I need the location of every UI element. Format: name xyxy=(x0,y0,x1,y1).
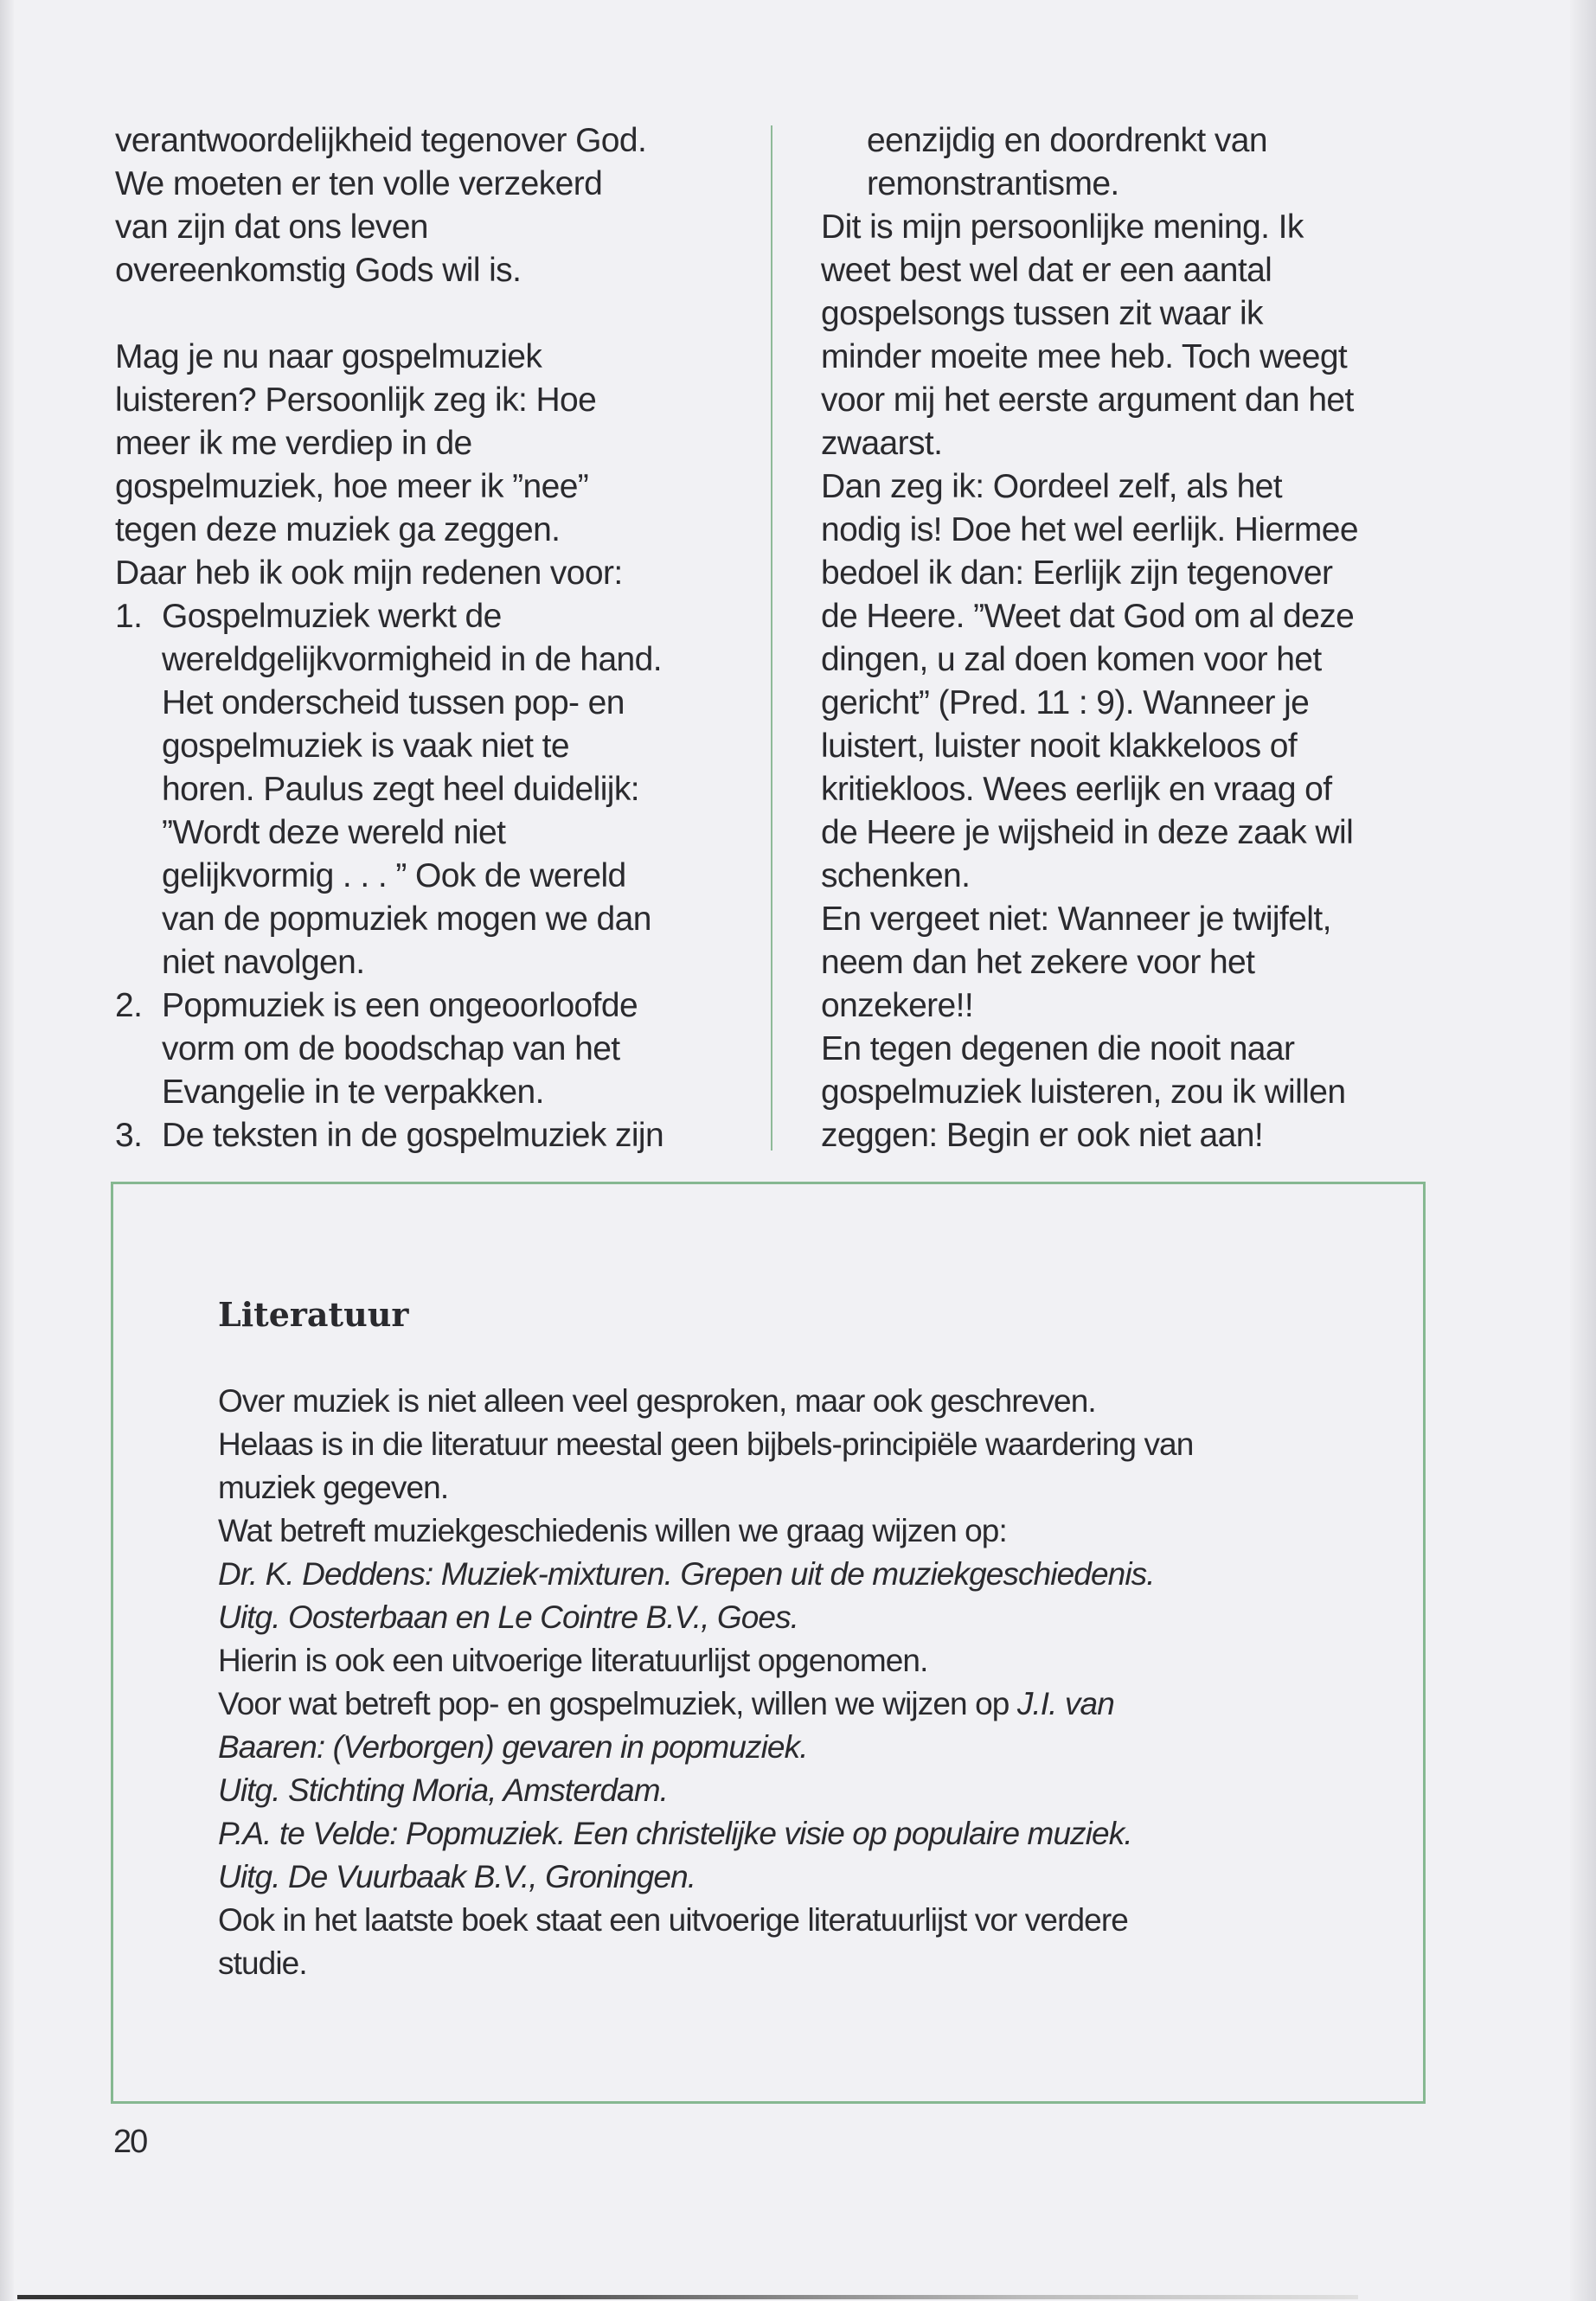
text-line xyxy=(821,422,1426,465)
text-line xyxy=(821,292,1426,336)
right-text-column xyxy=(821,119,1426,1157)
line-text: luistert, luister nooit klakkeloos of xyxy=(821,727,1298,765)
line-text: Voor wat betreft pop- en gospelmuziek, willen we wijzen op xyxy=(218,1686,1017,1721)
line-text: eenzijdig en doordrenkt van xyxy=(867,122,1267,159)
text-line xyxy=(821,941,1426,984)
citation-text: P.A. te Velde: Popmuziek. Een christelijke visie op populaire muziek. xyxy=(218,1816,1132,1851)
line-text: schenken. xyxy=(821,857,971,894)
literature-line xyxy=(218,1812,1193,1856)
text-line xyxy=(115,1114,738,1157)
text-line xyxy=(821,1071,1426,1114)
literature-line xyxy=(218,1899,1193,1942)
text-line xyxy=(821,725,1426,768)
line-text: meer ik me verdiep in de xyxy=(115,425,472,462)
text-line xyxy=(115,638,738,682)
line-text: van zijn dat ons leven xyxy=(115,208,428,246)
text-line xyxy=(821,336,1426,379)
line-text: gospelmuziek luisteren, zou ik willen xyxy=(821,1074,1346,1111)
text-line xyxy=(115,163,738,206)
line-text: Hierin is ook een uitvoerige literatuurlijst opgenomen. xyxy=(218,1643,928,1678)
text-line xyxy=(115,725,738,768)
line-text: bedoel ik dan: Eerlijk zijn tegenover xyxy=(821,554,1333,592)
literature-line xyxy=(218,1726,1193,1769)
literature-line xyxy=(218,1856,1193,1899)
citation-text: Baaren: (Verborgen) gevaren in popmuziek. xyxy=(218,1729,808,1765)
literature-line xyxy=(218,1466,1193,1509)
left-text-column xyxy=(115,119,738,1157)
literature-line xyxy=(218,1682,1193,1726)
line-text: Wat betreft muziekgeschiedenis willen we graag wijzen op: xyxy=(218,1513,1007,1548)
line-text: gospelsongs tussen zit waar ik xyxy=(821,295,1263,332)
text-line xyxy=(115,1071,738,1114)
text-line xyxy=(115,984,738,1028)
line-text: Daar heb ik ook mijn redenen voor: xyxy=(115,554,623,592)
line-text: zeggen: Begin er ook niet aan! xyxy=(821,1117,1264,1154)
line-text: nodig is! Doe het wel eerlijk. Hiermee xyxy=(821,511,1358,548)
line-text: luisteren? Persoonlijk zeg ik: Hoe xyxy=(115,381,597,419)
text-line xyxy=(115,682,738,725)
scan-bottom-edge xyxy=(17,2295,1358,2299)
citation-text: Uitg. Stichting Moria, Amsterdam. xyxy=(218,1772,668,1808)
text-line xyxy=(115,941,738,984)
text-line xyxy=(821,768,1426,811)
line-text: zwaarst. xyxy=(821,425,943,462)
line-text: van de popmuziek mogen we dan xyxy=(162,901,651,938)
line-text: De teksten in de gospelmuziek zijn xyxy=(162,1117,664,1154)
line-text: Ook in het laatste boek staat een uitvoerige literatuurlijst vor verdere xyxy=(218,1902,1128,1938)
text-line xyxy=(821,811,1426,855)
text-line xyxy=(821,379,1426,422)
literature-title: Literatuur xyxy=(218,1295,409,1334)
text-line xyxy=(115,249,738,292)
line-text: vorm om de boodschap van het xyxy=(162,1030,620,1067)
line-text: studie. xyxy=(218,1945,307,1981)
text-line xyxy=(115,292,738,336)
line-text: wereldgelijkvormigheid in de hand. xyxy=(162,641,662,678)
line-text: onzekere!! xyxy=(821,987,974,1024)
literature-line xyxy=(218,1639,1193,1682)
line-text: minder moeite mee heb. Toch weegt xyxy=(821,338,1348,375)
literature-line xyxy=(218,1553,1193,1596)
text-line xyxy=(115,1028,738,1071)
text-line xyxy=(115,119,738,163)
line-text: kritiekloos. Wees eerlijk en vraag of xyxy=(821,771,1332,808)
literature-line xyxy=(218,1509,1193,1553)
line-text: Popmuziek is een ongeoorloofde xyxy=(162,987,638,1024)
literature-line xyxy=(218,1596,1193,1639)
text-line xyxy=(115,552,738,595)
line-text: de Heere je wijsheid in deze zaak wil xyxy=(821,814,1354,851)
line-text: Gospelmuziek werkt de xyxy=(162,598,502,635)
line-text: muziek gegeven. xyxy=(218,1470,449,1505)
literature-line xyxy=(218,1942,1193,1985)
text-line xyxy=(821,163,1426,206)
text-line xyxy=(821,119,1426,163)
line-text: tegen deze muziek ga zeggen. xyxy=(115,511,561,548)
line-text: voor mij het eerste argument dan het xyxy=(821,381,1354,419)
line-text: neem dan het zekere voor het xyxy=(821,944,1255,981)
list-number: 3. xyxy=(115,1117,143,1154)
literature-line xyxy=(218,1769,1193,1812)
text-line xyxy=(115,509,738,552)
scan-edge-left xyxy=(0,0,14,2301)
line-text: gospelmuziek is vaak niet te xyxy=(162,727,569,765)
literature-line xyxy=(218,1380,1193,1423)
text-line xyxy=(115,206,738,249)
text-line xyxy=(115,855,738,898)
text-line xyxy=(821,509,1426,552)
line-text: Het onderscheid tussen pop- en xyxy=(162,684,625,721)
text-line xyxy=(821,638,1426,682)
line-text: gericht” (Pred. 11 : 9). Wanneer je xyxy=(821,684,1310,721)
line-text: gospelmuziek, hoe meer ik ”nee” xyxy=(115,468,589,505)
line-text: Helaas is in die literatuur meestal geen bijbels-principiële waardering van xyxy=(218,1426,1194,1462)
text-line xyxy=(821,1114,1426,1157)
citation-text: Uitg. Oosterbaan en Le Cointre B.V., Goes. xyxy=(218,1599,799,1635)
text-line xyxy=(115,768,738,811)
text-line xyxy=(115,898,738,941)
text-line xyxy=(115,336,738,379)
line-text: weet best wel dat er een aantal xyxy=(821,252,1272,289)
line-text: gelijkvormig . . . ” Ook de wereld xyxy=(162,857,626,894)
column-divider xyxy=(771,125,772,1150)
line-text: overeenkomstig Gods wil is. xyxy=(115,252,522,289)
line-text: Mag je nu naar gospelmuziek xyxy=(115,338,542,375)
line-text: ”Wordt deze wereld niet xyxy=(162,814,506,851)
line-text: dingen, u zal doen komen voor het xyxy=(821,641,1322,678)
citation-text: Dr. K. Deddens: Muziek-mixturen. Grepen uit de muziekgeschiedenis. xyxy=(218,1556,1155,1592)
line-text: En tegen degenen die nooit naar xyxy=(821,1030,1295,1067)
text-line xyxy=(821,1028,1426,1071)
text-line xyxy=(821,465,1426,509)
text-line xyxy=(821,984,1426,1028)
list-number: 2. xyxy=(115,987,143,1024)
line-text: We moeten er ten volle verzekerd xyxy=(115,165,603,202)
line-text: Dan zeg ik: Oordeel zelf, als het xyxy=(821,468,1282,505)
line-text: Evangelie in te verpakken. xyxy=(162,1074,544,1111)
scan-edge-right xyxy=(1570,0,1596,2301)
text-line xyxy=(821,595,1426,638)
line-text: verantwoordelijkheid tegenover God. xyxy=(115,122,647,159)
citation-text: Uitg. De Vuurbaak B.V., Groningen. xyxy=(218,1859,696,1894)
text-line xyxy=(821,249,1426,292)
line-text: remonstrantisme. xyxy=(867,165,1119,202)
page-number: 20 xyxy=(113,2124,147,2160)
literature-text xyxy=(218,1380,1193,1985)
line-text: de Heere. ”Weet dat God om al deze xyxy=(821,598,1355,635)
text-line xyxy=(115,422,738,465)
line-text: horen. Paulus zegt heel duidelijk: xyxy=(162,771,639,808)
citation-text: J.I. van xyxy=(1016,1686,1114,1721)
text-line xyxy=(821,682,1426,725)
text-line xyxy=(115,379,738,422)
text-line xyxy=(821,552,1426,595)
line-text: En vergeet niet: Wanneer je twijfelt, xyxy=(821,901,1331,938)
text-line xyxy=(115,465,738,509)
line-text: Over muziek is niet alleen veel gesproken, maar ook geschreven. xyxy=(218,1383,1096,1419)
text-line xyxy=(115,811,738,855)
literature-line xyxy=(218,1423,1193,1466)
text-line xyxy=(821,855,1426,898)
text-line xyxy=(821,206,1426,249)
list-number: 1. xyxy=(115,598,143,635)
line-text: niet navolgen. xyxy=(162,944,365,981)
text-line xyxy=(115,595,738,638)
line-text: Dit is mijn persoonlijke mening. Ik xyxy=(821,208,1304,246)
text-line xyxy=(821,898,1426,941)
